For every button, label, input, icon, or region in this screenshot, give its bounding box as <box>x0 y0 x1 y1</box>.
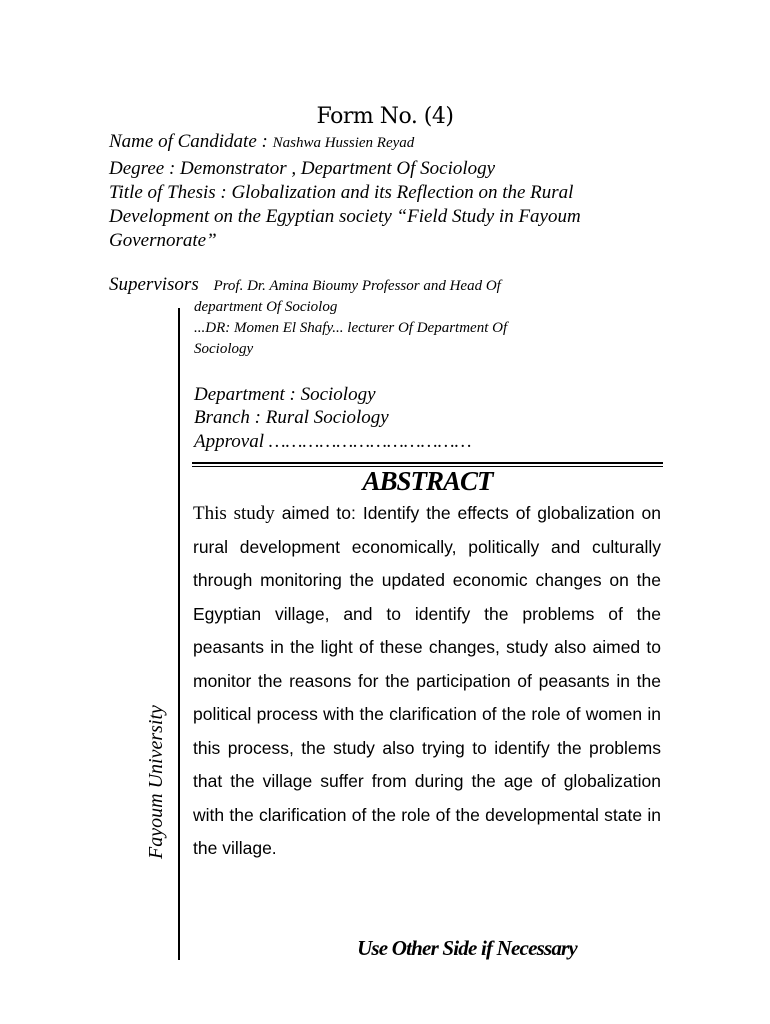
thesis-title-line-2: Development on the Egyptian society “Field Study in Fayoum <box>109 206 581 227</box>
supervisors-label: Supervisors <box>109 274 199 295</box>
branch-line: Branch : Rural Sociology <box>194 407 389 428</box>
university-side-label: Fayoum University <box>145 705 167 859</box>
candidate-name: Nashwa Hussien Reyad <box>272 135 415 151</box>
form-title: Form No. (4) <box>316 104 454 129</box>
supervisor-2-cont: Sociology <box>194 341 254 357</box>
abstract-body <box>193 497 661 866</box>
footer-note: Use Other Side if Necessary <box>357 936 577 960</box>
margin-vertical-rule <box>178 308 180 960</box>
thesis-title-line-1: Title of Thesis : Globalization and its Reflection on the Rural <box>109 182 574 203</box>
candidate-label: Name of Candidate : <box>109 131 268 152</box>
supervisor-1: Prof. Dr. Amina Bioumy Professor and Head Of <box>213 278 501 294</box>
abstract-lead: This study <box>193 503 275 524</box>
department-line: Department : Sociology <box>194 384 376 405</box>
abstract-text: aimed to: Identify the effects of globalization on rural development economically, politically and culturally through monitoring the updated economic changes on the Egyptian village, and to identify the problems of the peasants in the light of these changes, study also aimed to monitor the reasons for the participation of peasants in the political process with the clarification of the role of women in this process, the study also trying to identify the problems that the village suffer from during the age of globalization with the clarification of the role of the developmental state in the village. <box>193 503 662 858</box>
thesis-title-line-3: Governorate” <box>109 230 217 251</box>
candidate-line <box>109 130 414 155</box>
approval-line: Approval ……………………………… <box>194 431 472 452</box>
supervisors-line <box>109 273 501 298</box>
supervisor-1-cont: department Of Sociolog <box>194 299 338 315</box>
supervisor-2: ...DR: Momen El Shafy... lecturer Of Department Of <box>194 320 508 336</box>
abstract-heading: ABSTRACT <box>362 466 493 496</box>
abstract-rule-top <box>192 462 663 464</box>
degree-line: Degree : Demonstrator , Department Of Sociology <box>109 158 496 179</box>
